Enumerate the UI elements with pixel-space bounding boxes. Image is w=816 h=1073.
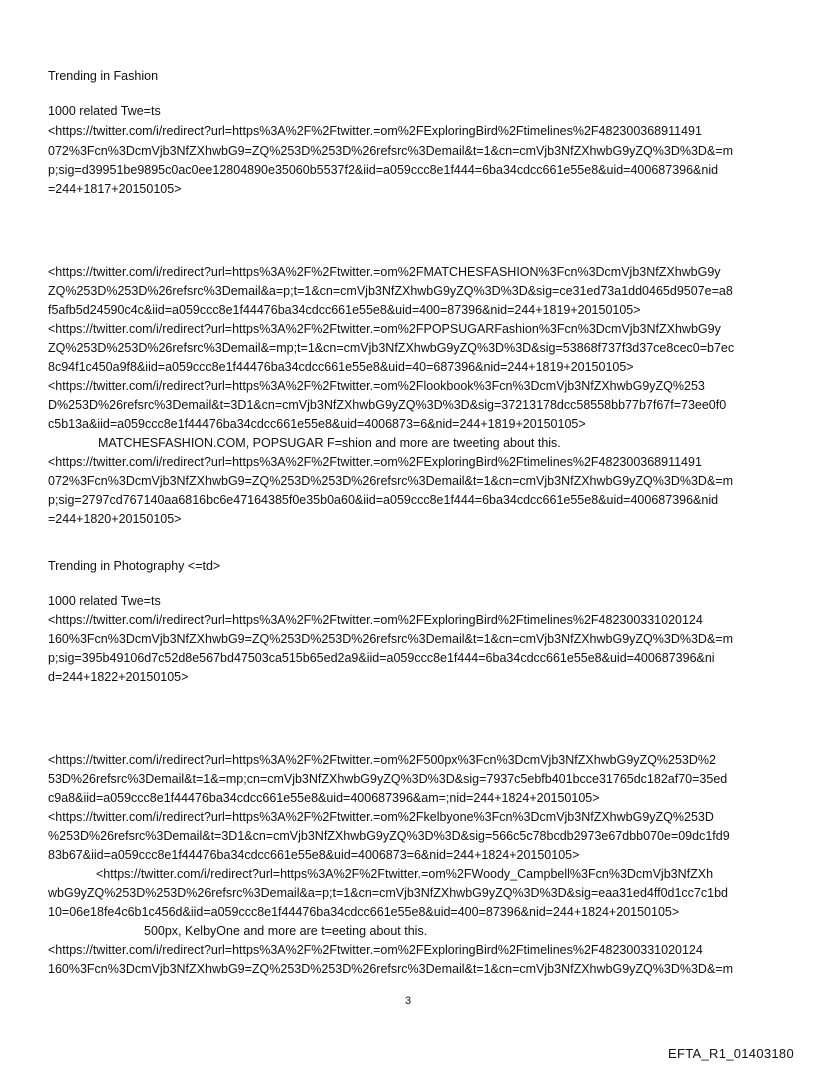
text-line: 53D%26refsrc%3Demail&t=1&=mp;cn=cmVjb3NfZXhwbG9yZQ%3D%3D&sig=7937c5ebfb401bcce31765dc182af70=35ed (48, 772, 728, 786)
text-line: 8c94f1c450a9f8&iid=a059ccc8e1f44476ba34cdcc661e55e8&uid=40=687396&nid=244+1819+20150105> (48, 360, 634, 374)
text-line: <https://twitter.com/i/redirect?url=https%3A%2F%2Ftwitter.=om%2F500px%3Fcn%3DcmVjb3NfZXhwbG9yZQ%253D%2 (48, 753, 716, 767)
text-line: 10=06e18fe4c6b1c456d&iid=a059ccc8e1f44476ba34cdcc661e55e8&uid=400=87396&nid=244+1824+20150105> (48, 905, 680, 919)
text-line: <https://twitter.com/i/redirect?url=https%3A%2F%2Ftwitter.=om%2FWoody_Campbell%3Fcn%3DcmVjb3NfZXh (96, 867, 714, 881)
text-line: <https://twitter.com/i/redirect?url=https%3A%2F%2Ftwitter.=om%2FExploringBird%2Ftimelines%2F482300331020124 (48, 943, 703, 957)
text-line: <https://twitter.com/i/redirect?url=https%3A%2F%2Ftwitter.=om%2FExploringBird%2Ftimelines%2F482300331020124 (48, 613, 703, 627)
text-line: p;sig=395b49106d7c52d8e567bd47503ca515b65ed2a9&iid=a059ccc8e1f444=6ba34cdcc661e55e8&uid=400687396&ni (48, 651, 715, 665)
text-line: <https://twitter.com/i/redirect?url=https%3A%2F%2Ftwitter.=om%2Fkelbyone%3Fcn%3DcmVjb3NfZXhwbG9yZQ%253D (48, 810, 714, 824)
document-id: EFTA_R1_01403180 (668, 1046, 794, 1061)
text-line: ZQ%253D%253D%26refsrc%3Demail&a=p;t=1&cn=cmVjb3NfZXhwbG9yZQ%3D%3D&sig=ce31ed73a1dd0465d9507e=a8 (48, 284, 733, 298)
related-count: 1000 related Twe=ts (48, 594, 161, 608)
text-line: c5b13a&iid=a059ccc8e1f44476ba34cdcc661e55e8&uid=4006873=6&nid=244+1819+20150105> (48, 417, 586, 431)
text-line: wbG9yZQ%253D%253D%26refsrc%3Demail&a=p;t=1&cn=cmVjb3NfZXhwbG9yZQ%3D%3D&sig=eaa31ed4ff0d1cc7c1bd (48, 886, 728, 900)
text-line: c9a8&iid=a059ccc8e1f44476ba34cdcc661e55e8&uid=400687396&am=;nid=244+1824+20150105> (48, 791, 600, 805)
text-line: %253D%26refsrc%3Demail&t=3D1&cn=cmVjb3NfZXhwbG9yZQ%3D%3D&sig=566c5c78bcdb2973e67dbb070e=09dc1fd9 (48, 829, 730, 843)
text-line: f5afb5d24590c4c&iid=a059ccc8e1f44476ba34cdcc661e55e8&uid=400=87396&nid=244+1819+20150105> (48, 303, 641, 317)
text-line: 072%3Fcn%3DcmVjb3NfZXhwbG9=ZQ%253D%253D%26refsrc%3Demail&t=1&cn=cmVjb3NfZXhwbG9yZQ%3D%3D&=m (48, 474, 734, 488)
text-line: d=244+1822+20150105> (48, 670, 189, 684)
text-line: <https://twitter.com/i/redirect?url=https%3A%2F%2Ftwitter.=om%2Flookbook%3Fcn%3DcmVjb3NfZXhwbG9yZQ%253 (48, 379, 705, 393)
tweeting-summary: 500px, KelbyOne and more are t=eeting about this. (144, 924, 428, 938)
text-line: <https://twitter.com/i/redirect?url=https%3A%2F%2Ftwitter.=om%2FMATCHESFASHION%3Fcn%3DcmVjb3NfZXhwbG9y (48, 265, 721, 279)
section-heading: Trending in Fashion (48, 69, 159, 83)
text-line: 83b67&iid=a059ccc8e1f44476ba34cdcc661e55e8&uid=4006873=6&nid=244+1824+20150105> (48, 848, 580, 862)
text-line: D%253D%26refsrc%3Demail&t=3D1&cn=cmVjb3NfZXhwbG9yZQ%3D%3D&sig=37213178dcc58558bb77b7f67f=73ee0f0 (48, 398, 727, 412)
text-line: 072%3Fcn%3DcmVjb3NfZXhwbG9=ZQ%253D%253D%26refsrc%3Demail&t=1&cn=cmVjb3NfZXhwbG9yZQ%3D%3D&=m (48, 144, 734, 158)
text-line: p;sig=2797cd767140aa6816bc6e47164385f0e35b0a60&iid=a059ccc8e1f444=6ba34cdcc661e55e8&uid=400687396&nid (48, 493, 719, 507)
section-heading: Trending in Photography <=td> (48, 559, 221, 573)
text-line: 160%3Fcn%3DcmVjb3NfZXhwbG9=ZQ%253D%253D%26refsrc%3Demail&t=1&cn=cmVjb3NfZXhwbG9yZQ%3D%3D&=m (48, 962, 734, 976)
text-line: <https://twitter.com/i/redirect?url=https%3A%2F%2Ftwitter.=om%2FPOPSUGARFashion%3Fcn%3DcmVjb3NfZXhwbG9y (48, 322, 721, 336)
text-line: <https://twitter.com/i/redirect?url=https%3A%2F%2Ftwitter.=om%2FExploringBird%2Ftimelines%2F482300368911491 (48, 124, 702, 138)
text-line: 160%3Fcn%3DcmVjb3NfZXhwbG9=ZQ%253D%253D%26refsrc%3Demail&t=1&cn=cmVjb3NfZXhwbG9yZQ%3D%3D&=m (48, 632, 734, 646)
related-count: 1000 related Twe=ts (48, 104, 161, 118)
text-line: =244+1817+20150105> (48, 182, 182, 196)
text-line: =244+1820+20150105> (48, 512, 182, 526)
text-line: ZQ%253D%253D%26refsrc%3Demail&=mp;t=1&cn=cmVjb3NfZXhwbG9yZQ%3D%3D&sig=53868f737f3d37ce8cec0=b7ec (48, 341, 735, 355)
page-number: 3 (404, 995, 412, 1007)
text-line: <https://twitter.com/i/redirect?url=https%3A%2F%2Ftwitter.=om%2FExploringBird%2Ftimelines%2F482300368911491 (48, 455, 702, 469)
text-line: p;sig=d39951be9895c0ac0ee12804890e35060b5537f2&iid=a059ccc8e1f444=6ba34cdcc661e55e8&uid=400687396&nid (48, 163, 719, 177)
tweeting-summary: MATCHESFASHION.COM, POPSUGAR F=shion and more are tweeting about this. (98, 436, 561, 450)
